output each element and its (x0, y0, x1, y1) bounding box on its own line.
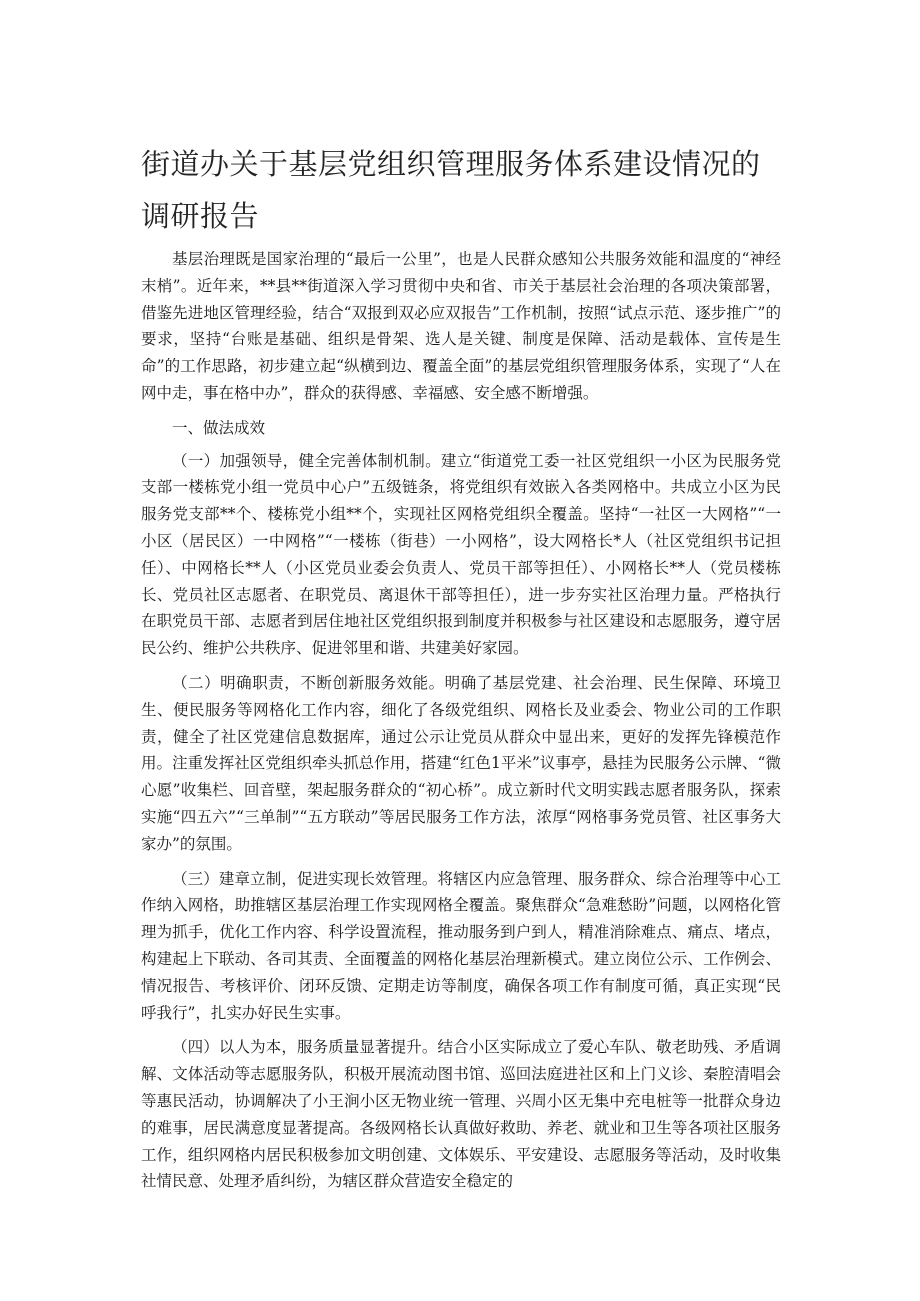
intro-paragraph: 基层治理既是国家治理的“最后一公里”，也是人民群众感知公共服务效能和温度的“神经末梢”。近年来，**县**街道深入学习贯彻中央和省、市关于基层社会治理的各项决策部署，借鉴先进地区管理经验，结合“双报到双必应双报告”工作机制，按照“试点示范、逐步推广”的要求，坚持“台账是基础、组织是骨架、选人是关键、制度是保障、活动是载体、宣传是生命”的工作思路，初步建立起“纵横到边、覆盖全面”的基层党组织管理服务体系，实现了“人在网中走，事在格中办”，群众的获得感、幸福感、安全感不断增强。 (141, 250, 781, 402)
paragraph-item-4: （四）以人为本，服务质量显著提升。结合小区实际成立了爱心车队、敬老助残、矛盾调解、文体活动等志愿服务队，积极开展流动图书馆、巡回法庭进社区和上门义诊、秦腔清唱会等惠民活动，协调解决了小王涧小区无物业统一管理、兴周小区无集中充电桩等一批群众身边的难事，居民满意度显著提高。各级网格长认真做好救助、养老、就业和卫生等各项社区服务工作，组织网格内居民积极参加文明创建、文体娱乐、平安建设、志愿服务等活动，及时收集社情民意、处理矛盾纠纷，为辖区群众营造安全稳定的 (141, 1038, 781, 1191)
report-body (141, 246, 781, 1203)
section-heading: 一、做法成效 (172, 418, 266, 437)
paragraph-item-2: （二）明确职责，不断创新服务效能。明确了基层党建、社会治理、民生保障、环境卫生、便民服务等网格化工作内容，细化了各级党组织、网格长及业委会、物业公司的工作职责，健全了社区党建信息数据库，通过公示让党员从群众中显出来，更好的发挥先锋模范作用。注重发挥社区党组织牵头抓总作用，搭建“红色1平米”议事亭，悬挂为民服务公示牌、“微心愿”收集栏、回音壁，架起服务群众的“初心桥”。成立新时代文明实践志愿者服务队，探索实施“四五六”“三单制”“五方联动”等居民服务工作方法，浓厚“网格事务党员管、社区事务大家办”的氛围。 (141, 673, 781, 853)
paragraph-item-1: （一）加强领导，健全完善体制机制。建立“街道党工委一社区党组织一小区为民服务党支部一楼栋党小组一党员中心户”五级链条，将党组织有效嵌入各类网格中。共成立小区为民服务党支部**个、楼栋党小组**个，实现社区网格党组织全覆盖。坚持“一社区一大网格”“一小区（居民区）一中网格”“一楼栋（街巷）一小网格”，设大网格长*人（社区党组织书记担任）、中网格长**人（小区党员业委会负责人、党员干部等担任）、小网格长**人（党员楼栋长、党员社区志愿者、在职党员、离退休干部等担任），进一步夯实社区治理力量。严格执行在职党员干部、志愿者到居住地社区党组织报到制度并积极参与社区建设和志愿服务，遵守居民公约、维护公共秩序、促进邻里和谐、共建美好家园。 (141, 451, 781, 658)
report-title: 街道办关于基层党组织管理服务体系建设情况的调研报告 (141, 147, 761, 233)
paragraph-item-3: （三）建章立制，促进实现长效管理。将辖区内应急管理、服务群众、综合治理等中心工作纳入网格，助推辖区基层治理工作实现网格全覆盖。聚焦群众“急难愁盼”问题，以网格化管理为抓手，优化工作内容、科学设置流程，推动服务到户到人，精准消除难点、痛点、堵点，构建起上下联动、各司其责、全面覆盖的网格化基层治理新模式。建立岗位公示、工作例会、情况报告、考核评价、闭环反馈、定期走访等制度，确保各项工作有制度可循，真正实现“民呼我行”，扎实办好民生实事。 (141, 869, 781, 1022)
